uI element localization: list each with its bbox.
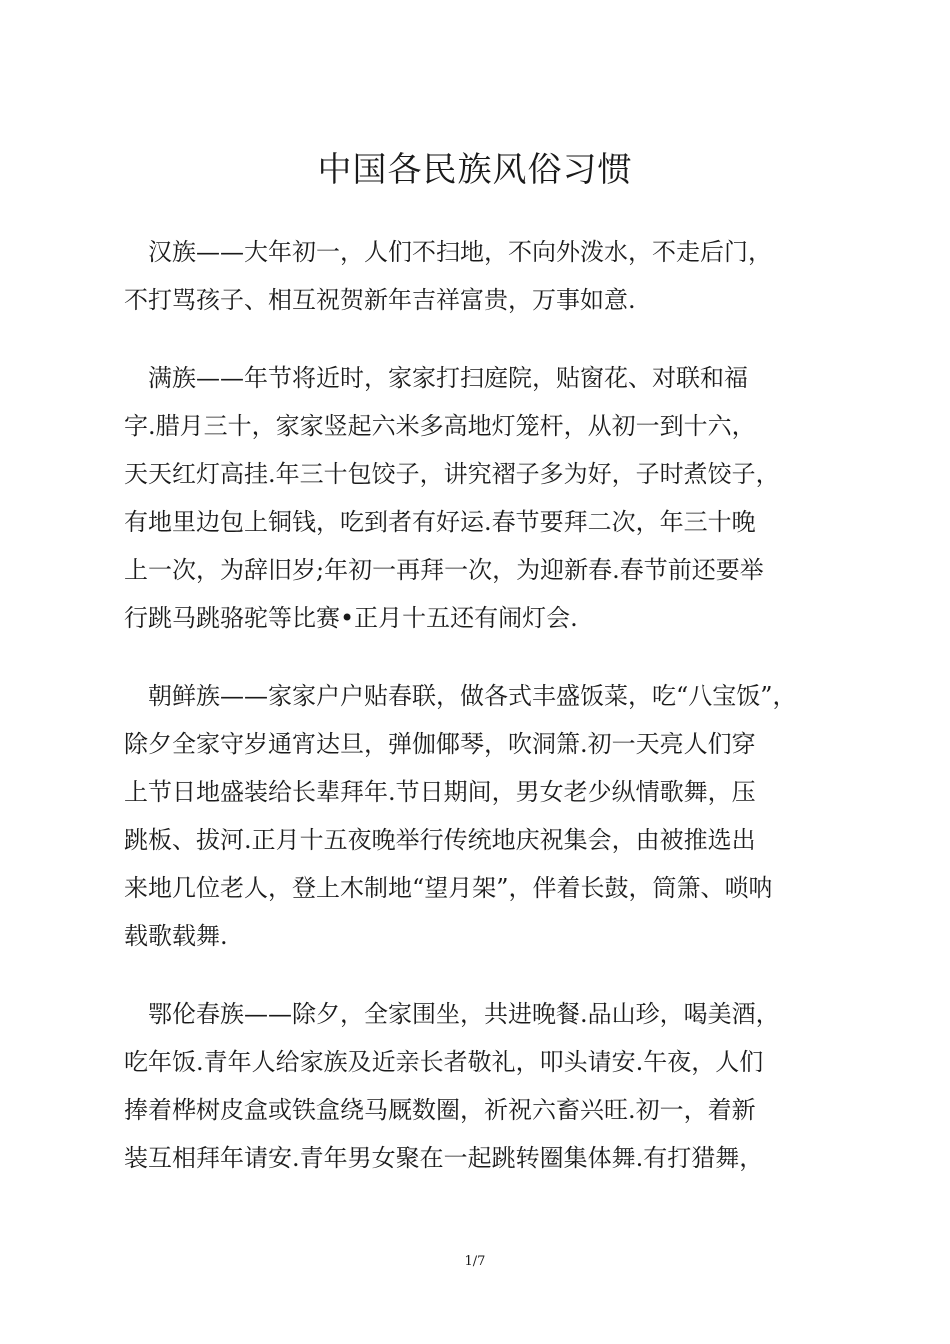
text-line: 有地里边包上铜钱，吃到者有好运.春节要拜二次，年三十晚 bbox=[124, 508, 756, 536]
text-line: 载歌载舞. bbox=[124, 922, 228, 950]
paragraph-manchu bbox=[124, 354, 844, 642]
text-line: 行跳马跳骆驼等比赛•正月十五还有闹灯会. bbox=[124, 604, 578, 632]
page-number: 1/7 bbox=[464, 1254, 486, 1269]
text-line: 朝鲜族——家家户户贴春联，做各式丰盛饭菜，吃“八宝饭”， bbox=[124, 682, 797, 710]
paragraph-oroqen bbox=[124, 990, 844, 1182]
paragraph-han bbox=[124, 228, 844, 324]
document-title: 中国各民族风俗习惯 bbox=[317, 150, 633, 190]
text-line: 上节日地盛装给长辈拜年.节日期间，男女老少纵情歌舞，压 bbox=[124, 778, 756, 806]
text-line: 跳板、拔河.正月十五夜晚举行传统地庆祝集会，由被推选出 bbox=[124, 826, 756, 854]
text-line: 不打骂孩子、相互祝贺新年吉祥富贵，万事如意. bbox=[124, 286, 636, 314]
text-line: 字.腊月三十，家家竖起六米多高地灯笼杆，从初一到十六， bbox=[124, 412, 756, 440]
text-line: 除夕全家守岁通宵达旦，弹伽倻琴，吹洞箫.初一天亮人们穿 bbox=[124, 730, 756, 758]
text-line: 捧着桦树皮盒或铁盒绕马厩数圈，祈祝六畜兴旺.初一，着新 bbox=[124, 1096, 756, 1124]
text-line: 满族——年节将近时，家家打扫庭院，贴窗花、对联和福 bbox=[124, 364, 748, 392]
document-body bbox=[124, 228, 844, 1212]
text-line: 上一次，为辞旧岁;年初一再拜一次，为迎新春.春节前还要举 bbox=[124, 556, 764, 584]
text-line: 天天红灯高挂.年三十包饺子，讲究褶子多为好，子时煮饺子， bbox=[124, 460, 780, 488]
text-line: 吃年饭.青年人给家族及近亲长者敬礼，叩头请安.午夜，人们 bbox=[124, 1048, 764, 1076]
text-line: 来地几位老人，登上木制地“望月架”，伴着长鼓，筒箫、唢呐 bbox=[124, 874, 773, 902]
text-line: 装互相拜年请安.青年男女聚在一起跳转圈集体舞.有打猎舞， bbox=[124, 1144, 764, 1172]
text-line: 汉族——大年初一，人们不扫地，不向外泼水，不走后门， bbox=[124, 238, 772, 266]
paragraph-korean bbox=[124, 672, 844, 960]
text-line: 鄂伦春族——除夕，全家围坐，共进晚餐.品山珍，喝美酒， bbox=[124, 1000, 780, 1028]
